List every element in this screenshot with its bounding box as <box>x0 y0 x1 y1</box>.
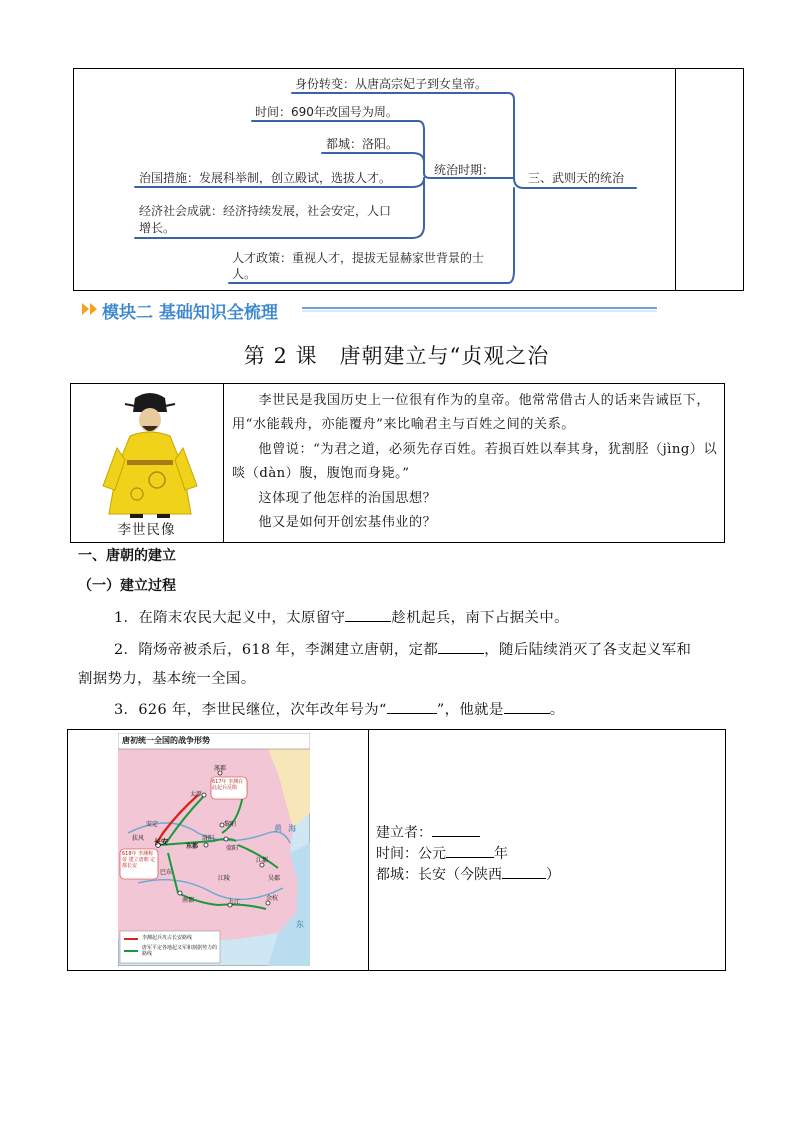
war-map <box>118 733 310 966</box>
map-label-anding: 安定 <box>146 821 159 828</box>
capital-suffix: ） <box>546 867 560 883</box>
map-title: 唐初统一全国的战争形势 <box>122 736 210 745</box>
subsection-heading: （一）建立过程 <box>78 578 176 594</box>
mindmap-item-capital: 都城：洛阳。 <box>326 137 399 151</box>
founder-blank[interactable] <box>432 821 480 837</box>
mindmap-item-identity: 身份转变：从唐高宗妃子到女皇帝。 <box>295 77 488 91</box>
mindmap-item-economy: 经济社会成就：经济持续发展，社会安定，人口 <box>139 204 392 218</box>
map-label-changan: 长安 <box>154 838 168 846</box>
founder-line <box>376 821 480 842</box>
mindmap-item-talent: 人才政策：重视人才，提拔无显赫家世背景的士 <box>232 251 485 265</box>
mindmap-item-time: 时间：690年改国号为周。 <box>255 105 398 119</box>
year-blank[interactable] <box>446 842 494 858</box>
map-label-jiujiang: 九江 <box>228 899 241 906</box>
map-label-zhuojun: 涿郡 <box>214 765 227 772</box>
capital-blank[interactable] <box>502 863 546 879</box>
map-label-jiangdu: 江都 <box>256 857 269 864</box>
intro-paragraph: 李世民是我国历史上一位很有作为的皇帝。他常常借古人的话来告诫臣下，用“水能载舟，亦能覆舟”来比喻君主与百姓之间的关系。 <box>232 393 711 433</box>
question-text: 3．626 年，李世民继位，次年改年号为“ <box>114 702 387 718</box>
lesson-title: 第 2 课 唐朝建立与“贞观之治 <box>243 344 550 368</box>
map-label-xingyang: 荥阳 <box>226 845 239 852</box>
map-label-liyang: 黎阳 <box>224 821 237 828</box>
question-text: 1．在隋末农民大起义中，太原留守 <box>114 610 346 626</box>
map-sea-huang: 黄 <box>274 824 282 833</box>
map-sea-dong: 东 <box>296 920 304 929</box>
question-text: ”，他就是 <box>436 702 504 718</box>
map-sea-hai: 海 <box>288 824 296 833</box>
capital-line <box>376 863 560 884</box>
map-label-luoyang: 洛阳 <box>202 835 215 842</box>
mindmap-item-measures: 治国措施：发展科举制，创立殿试，选拔人才。 <box>139 171 392 185</box>
map-column-divider <box>368 729 369 971</box>
capital-label: 都城：长安（今陕西 <box>376 867 502 883</box>
module-header-rule <box>302 306 662 312</box>
founder-label: 建立者： <box>376 825 432 841</box>
answer-blank-capital[interactable] <box>438 638 484 654</box>
section-heading: 一、唐朝的建立 <box>78 548 176 564</box>
mindmap-item-economy-cont: 增长。 <box>139 221 176 235</box>
map-label-dongdu: 东都 <box>186 843 199 850</box>
map-label-wujun: 吴郡 <box>268 875 281 882</box>
time-label: 时间：公元 <box>376 846 446 862</box>
question-line-2 <box>114 638 691 659</box>
question-text: 趁机起兵，南下占据关中。 <box>391 610 569 626</box>
map-label-nanjun: 南郡 <box>182 897 195 904</box>
answer-blank-era[interactable] <box>387 698 437 714</box>
mindmap-root-label: 三、武则天的统治 <box>528 171 625 185</box>
mindmap-item-talent-cont: 人。 <box>232 267 257 281</box>
time-line <box>376 842 508 863</box>
map-note-617: 617年 李渊在此起兵反隋 <box>212 779 244 791</box>
double-chevron-icon <box>80 301 100 317</box>
module-title: 模块二 基础知识全梳理 <box>102 303 278 323</box>
mindmap-branch-label: 统治时期： <box>434 163 495 177</box>
map-legend-red: 李渊起兵攻占长安路线 <box>142 935 193 941</box>
emperor-portrait <box>95 390 205 518</box>
question-text: 。 <box>549 702 565 718</box>
question-line-3 <box>114 698 565 719</box>
map-legend-green: 唐军平定各地起义军和割据势力的路线 <box>142 945 218 957</box>
connector-capital <box>322 153 424 162</box>
map-note-618: 618年 李渊称帝 建立唐朝 定都长安 <box>122 851 156 869</box>
question-line-1 <box>114 606 569 627</box>
intro-question: 这体现了他怎样的治国思想？ <box>258 490 437 506</box>
map-label-fufeng: 扶风 <box>132 835 145 842</box>
map-label-taiyuan: 太原 <box>190 791 203 798</box>
intro-column-divider <box>223 383 224 543</box>
map-label-yuhang: 余杭 <box>266 895 279 902</box>
question-line-2-cont: 割据势力，基本统一全国。 <box>78 671 256 687</box>
question-text: ，随后陆续消灭了各支起义军和 <box>484 642 692 658</box>
answer-blank-emperor[interactable] <box>504 698 550 714</box>
map-label-jiangling: 江陵 <box>218 875 231 882</box>
time-suffix: 年 <box>494 846 508 862</box>
intro-question: 他又是如何开创宏基伟业的？ <box>258 515 437 531</box>
answer-blank-founder[interactable] <box>345 606 391 622</box>
portrait-caption: 李世民像 <box>117 522 176 538</box>
question-text: 2．隋炀帝被杀后，618 年，李渊建立唐朝，定都 <box>114 642 439 658</box>
intro-text <box>232 389 722 535</box>
map-label-badong: 巴东 <box>160 869 173 876</box>
intro-paragraph: 他曾说：“为君之道，必须先存百姓。若损百姓以奉其身，犹割胫（jìng）以啖（dàn）腹，腹饱而身毙。” <box>232 441 718 482</box>
